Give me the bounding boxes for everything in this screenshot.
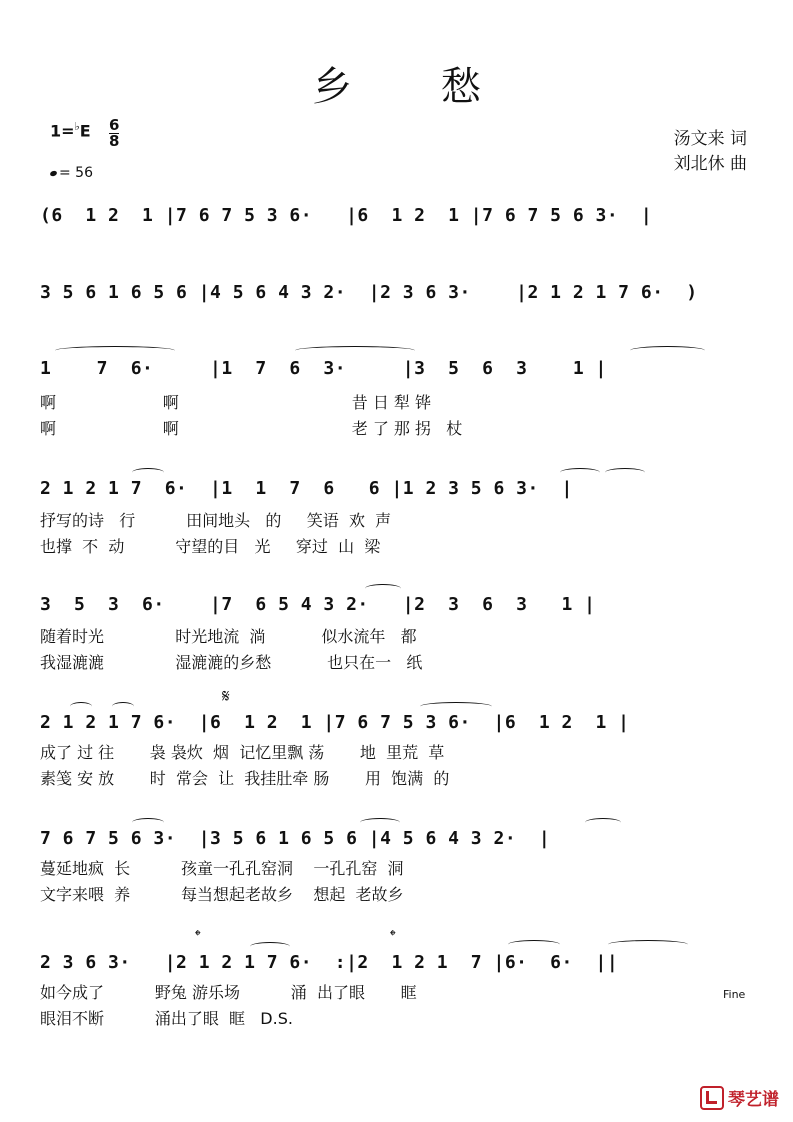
notes-line: 1 7 6· |1 7 6 3· |3 5 6 3 1 | [40,358,607,379]
lyricist-credit: 汤文来 词 [673,129,747,149]
tempo-value: = 56 [59,165,93,181]
key-note: E [79,121,91,141]
lyric-line-2: 文字来喂 养 每当想起老故乡 想起 老故乡 [40,885,404,904]
key-signature [50,120,91,140]
coda-icon: 𝄌 [390,926,396,945]
lyric-line-2: 我湿漉漉 湿漉漉的乡愁 也只在一 纸 [40,653,423,672]
page-title: 乡 愁 [312,64,519,110]
lyric-line-1: 蔓延地疯 长 孩童一孔孔窑洞 一孔孔窑 洞 [40,859,404,878]
site-logo [700,1085,779,1110]
notes-line: 2 1 2 1 7 6· |1 1 7 6 6 |1 2 3 5 6 3· | [40,478,573,499]
notes-line: 3 5 6 1 6 5 6 |4 5 6 4 3 2· |2 3 6 3· |2 1 2 1 7 6· ) [40,282,698,303]
flat-sign: ♭ [74,120,80,133]
notes-line: (6 1 2 1 |7 6 7 5 3 6· |6 1 2 1 |7 6 7 5 6 3· | [40,205,653,226]
slur [585,818,621,827]
slur [608,940,688,949]
lyric-line-2: 眼泪不断 涌出了眼 眶 D.S. [40,1009,293,1028]
fine-mark: Fine [723,988,746,1001]
slur [70,702,92,711]
slur [420,702,492,711]
lyric-line-1: 啊 啊 昔 日 犁 铧 [40,393,431,412]
lyric-line-2: 也撑 不 动 守望的目 光 穿过 山 梁 [40,537,381,556]
slur [132,468,164,477]
notes-line: 2 3 6 3· |2 1 2 1 7 6· :|2 1 2 1 7 |6· 6· || [40,952,619,973]
notes-line: 3 5 3 6· |7 6 5 4 3 2· |2 3 6 3 1 | [40,594,596,615]
meter-bottom: 8 [109,132,120,150]
key-prefix: 1= [50,121,75,141]
quarter-note-icon [49,169,57,176]
segno-icon: 𝄋 [222,686,230,707]
lyric-line-2: 素笺 安 放 时 常会 让 我挂肚牵 肠 用 饱满 的 [40,769,450,788]
tempo-marking [50,165,93,181]
notes-line: 2 1 2 1 7 6· |6 1 2 1 |7 6 7 5 3 6· |6 1 2 1 | [40,712,630,733]
logo-text: 琴艺谱 [728,1090,779,1110]
lyric-line-1: 成了 过 往 袅 袅炊 烟 记忆里飘 荡 地 里荒 草 [40,743,445,762]
slur [605,468,645,477]
meter-top: 6 [109,116,120,134]
coda-icon: 𝄌 [195,926,201,945]
slur [55,346,175,355]
slur [112,702,134,711]
slur [508,940,560,949]
composer-credit: 刘北休 曲 [673,154,747,174]
lyric-line-1: 如今成了 野兔 游乐场 涌 出了眼 眶 [40,983,417,1002]
slur [560,468,600,477]
slur [250,942,290,951]
slur [295,346,415,355]
lyric-line-1: 抒写的诗 行 田间地头 的 笑语 欢 声 [40,511,392,530]
slur [630,346,705,355]
logo-icon [700,1086,724,1110]
time-signature [109,118,119,149]
slur [365,584,401,593]
slur [360,818,400,827]
lyric-line-1: 随着时光 时光地流 淌 似水流年 都 [40,627,417,646]
notes-line: 7 6 7 5 6 3· |3 5 6 1 6 5 6 |4 5 6 4 3 2· | [40,828,551,849]
lyric-line-2: 啊 啊 老 了 那 拐 杖 [40,419,463,438]
slur [132,818,164,827]
